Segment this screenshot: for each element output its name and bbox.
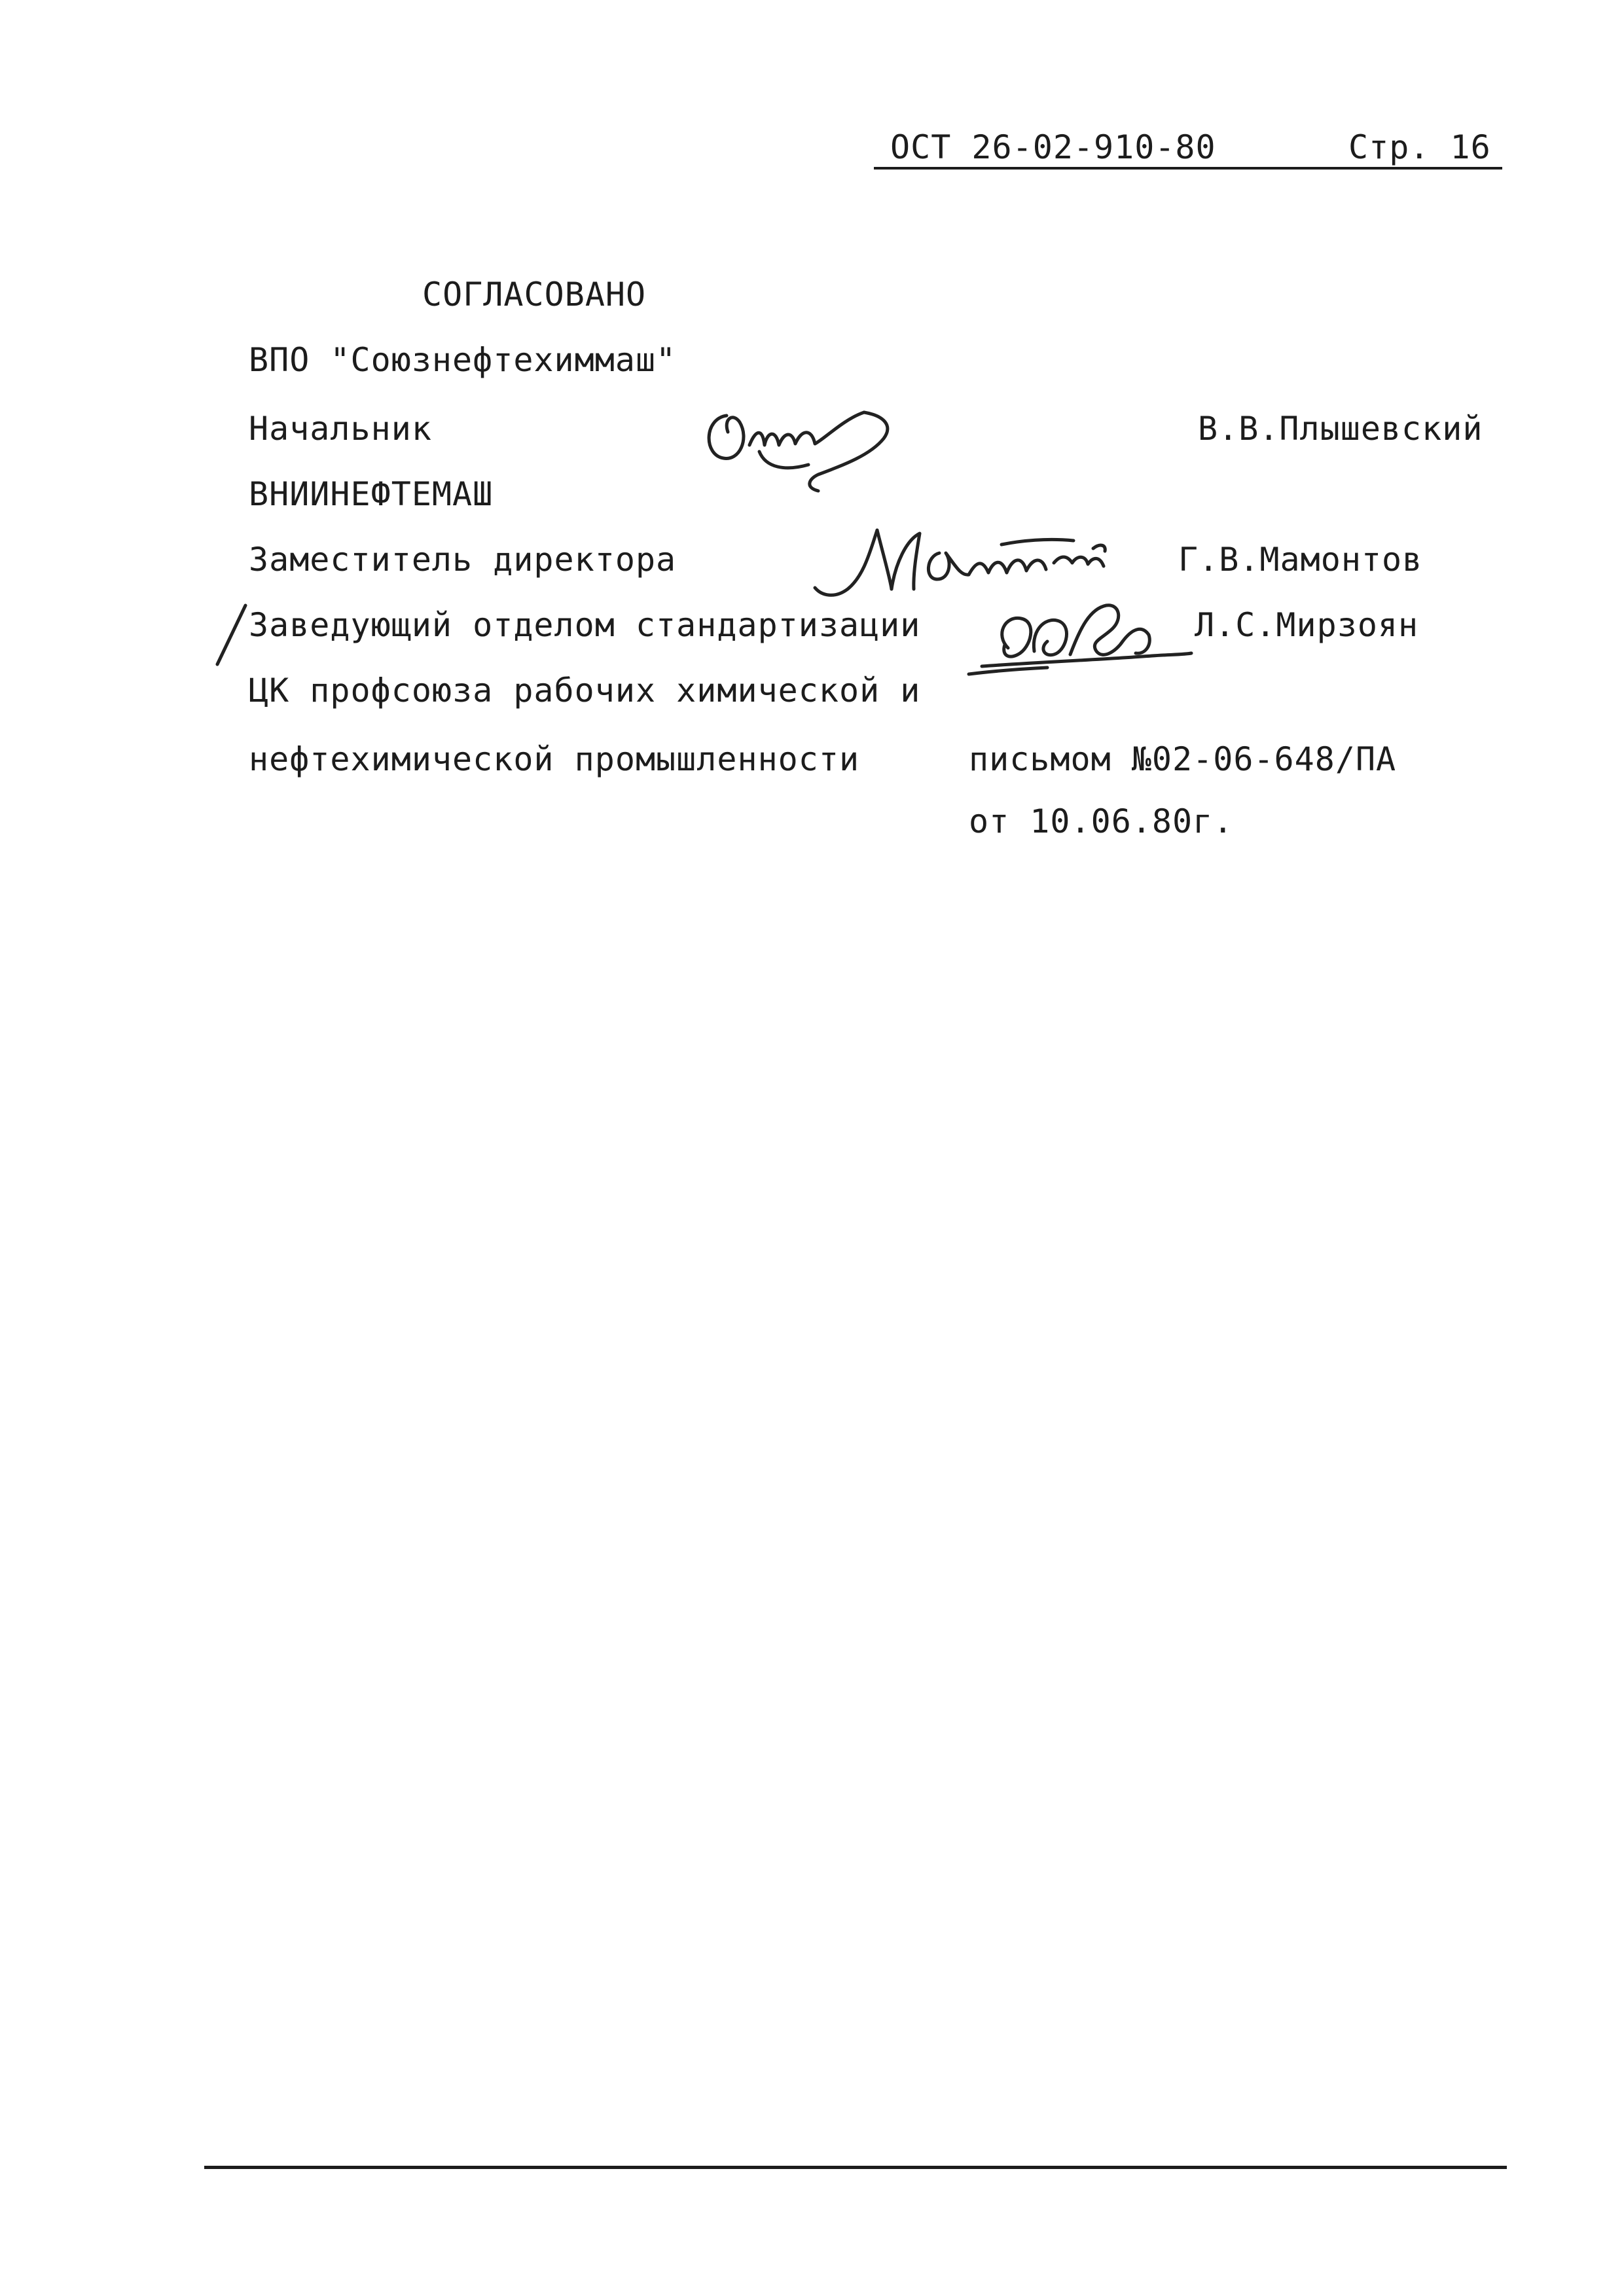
position-deputy-director: Заместитель директора <box>249 541 677 579</box>
organization-name: ВПО "Союзнефтехиммаш" <box>249 341 677 379</box>
institute-name: ВНИИНЕФТЕМАШ <box>249 475 494 513</box>
signatory-name-plyshevsky: В.В.Плышевский <box>1198 410 1483 448</box>
letter-reference: письмом №02-06-648/ПА <box>969 740 1397 778</box>
page-number: Стр. 16 <box>1348 128 1491 166</box>
union-committee-line1: ЦК профсоюза рабочих химической и <box>249 672 921 709</box>
position-head-standardization: Заведующий отделом стандартизации <box>249 606 921 644</box>
signatory-name-mirzoyan: Л.С.Мирзоян <box>1195 606 1419 644</box>
position-chief: Начальник <box>249 410 432 448</box>
signatory-name-mamontov: Г.В.Мамонтов <box>1178 541 1423 579</box>
approval-title: СОГЛАСОВАНО <box>422 276 647 314</box>
handwritten-slash-mark <box>209 599 255 671</box>
union-committee-line2: нефтехимической промышленности <box>249 740 860 778</box>
standard-number: ОСТ 26-02-910-80 <box>890 128 1216 166</box>
letter-date: от 10.06.80г. <box>969 802 1234 840</box>
bottom-rule <box>204 2166 1507 2169</box>
signature-mirzoyan <box>956 589 1244 687</box>
header-underline <box>874 167 1502 170</box>
signature-plyshevsky <box>687 393 910 504</box>
